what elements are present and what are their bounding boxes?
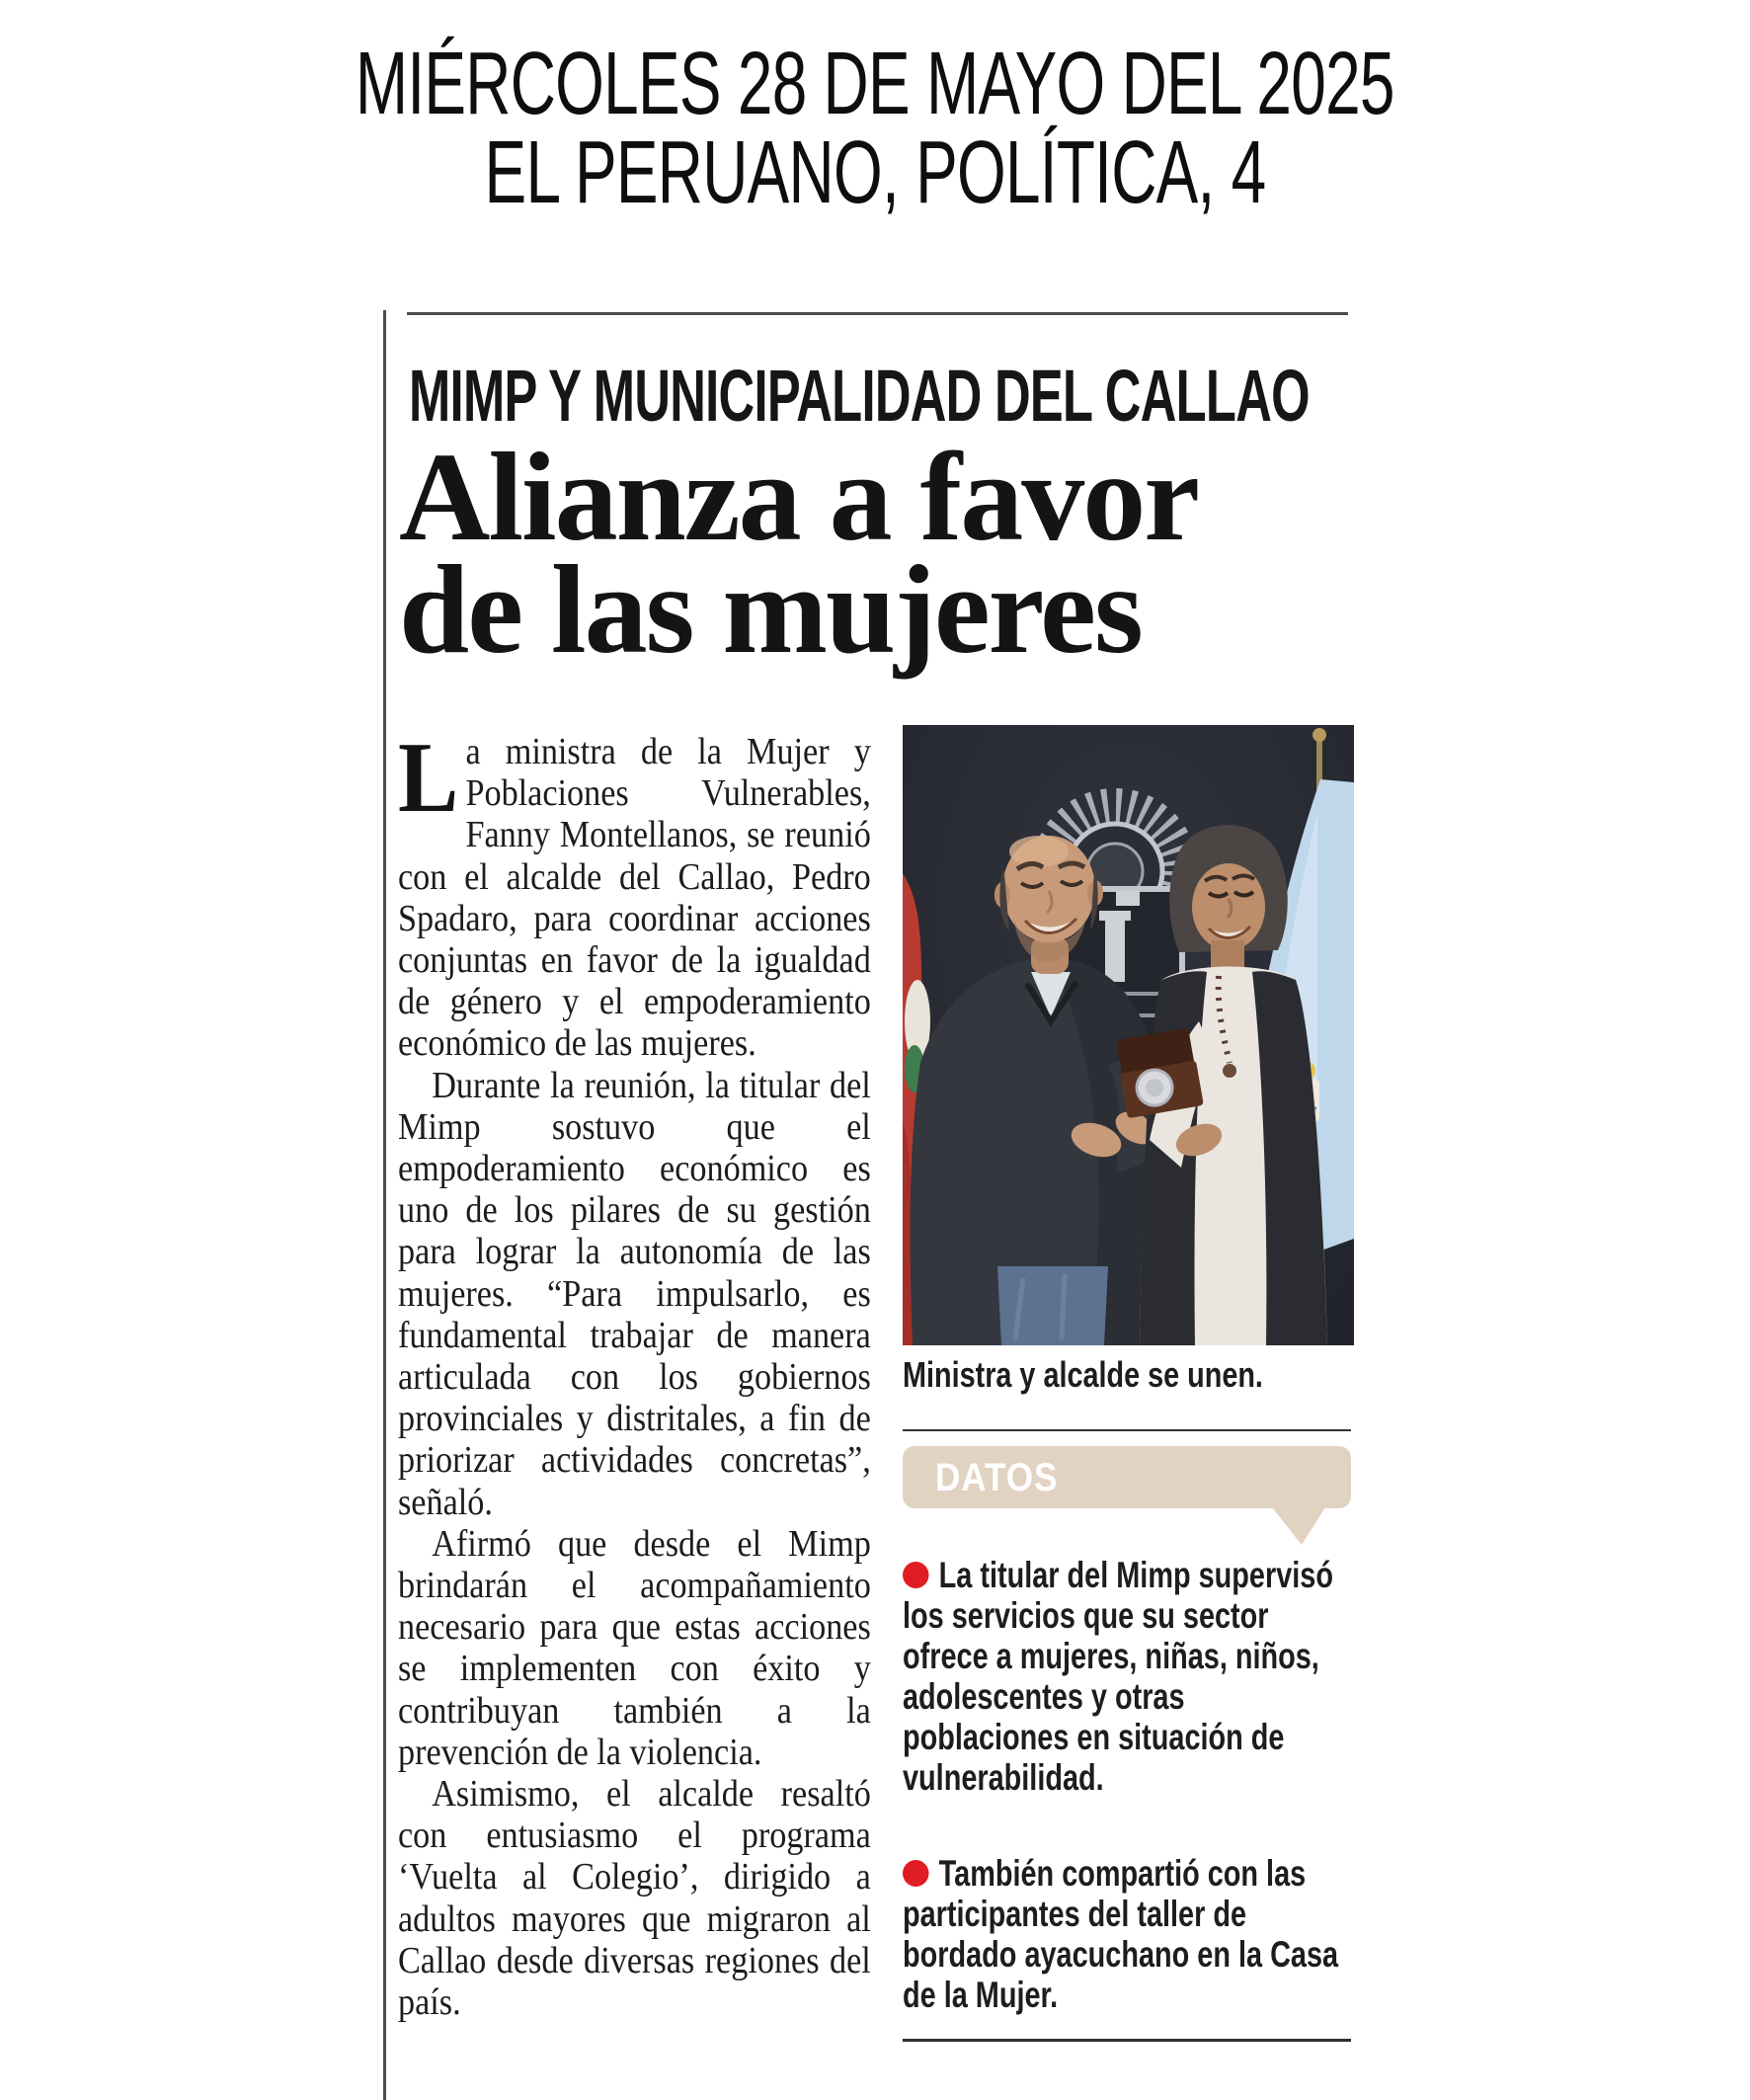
body-paragraph: Asimismo, el alcalde resaltó con entusiasmo el programa ‘Vuelta al Colegio’, dirigido a adultos mayores que migraron al Callao desde diversas regiones del país.: [398, 1773, 871, 2024]
datos-item-text: También compartió con las participantes del taller de bordado ayacuchano en la Casa de la Mujer.: [903, 1853, 1339, 2015]
photo-illustration: [903, 725, 1354, 1345]
datos-title: DATOS: [935, 1456, 1059, 1499]
datos-item: [903, 1555, 1351, 1798]
article-top-rule: [407, 312, 1348, 315]
datos-item: [903, 1853, 1351, 2015]
header-date: [0, 35, 1750, 133]
body-paragraph: Durante la reunión, la titular del Mimp sostuvo que el empoderamiento económico es uno de los pilares de su gestión para lograr la autonomía de las mujeres. “Para impulsarlo, es fundamental trabajar de manera articulada con los gobiernos provinciales y distritales, a fin de priorizar actividades concretas”, señaló.: [398, 1064, 871, 1523]
caption-divider-rule: [903, 1429, 1351, 1431]
article-photo: [903, 725, 1354, 1345]
article-headline: [399, 427, 1198, 680]
paragraph-text: a ministra de la Mujer y Poblaciones Vulnerables, Fanny Montellanos, se reunió con el alcalde del Callao, Pedro Spadaro, para coordinar acciones conjuntas en favor de la igualdad de género y el empoderamiento económico de las mujeres.: [398, 731, 871, 1065]
datos-item-text: La titular del Mimp supervisó los servicios que su sector ofrece a mujeres, niñas, niños, adolescentes y otras poblaciones en situación de vulnerabilidad.: [903, 1555, 1333, 1798]
header-source-text: EL PERUANO, POLÍTICA, 4: [484, 123, 1266, 222]
article-left-rule: [383, 310, 386, 2100]
article-kicker: MIMP Y MUNICIPALIDAD DEL CALLAO: [409, 355, 1310, 437]
headline-line-2: de las mujeres: [399, 539, 1142, 680]
datos-box: [903, 1446, 1351, 1508]
header-source: [0, 123, 1750, 222]
datos-box-tail: [1272, 1507, 1325, 1545]
medal-box: [1114, 1027, 1204, 1118]
bullet-dot-icon: [903, 1562, 929, 1588]
body-paragraph: Afirmó que desde el Mimp brindarán el acompañamiento necesario para que estas acciones se implementen con éxito y contribuyan también a la prevención de la violencia.: [398, 1522, 871, 1773]
article-body: [398, 722, 871, 2024]
headline-line-1: Alianza a favor: [399, 427, 1198, 567]
datos-list: [903, 1555, 1351, 2015]
dropcap-letter: L: [398, 722, 459, 834]
header-date-text: MIÉRCOLES 28 DE MAYO DEL 2025: [356, 35, 1394, 133]
article-bottom-rule: [903, 2039, 1351, 2042]
body-paragraph: [398, 722, 871, 1065]
photo-caption: Ministra y alcalde se unen.: [903, 1354, 1263, 1395]
bullet-dot-icon: [903, 1860, 929, 1887]
